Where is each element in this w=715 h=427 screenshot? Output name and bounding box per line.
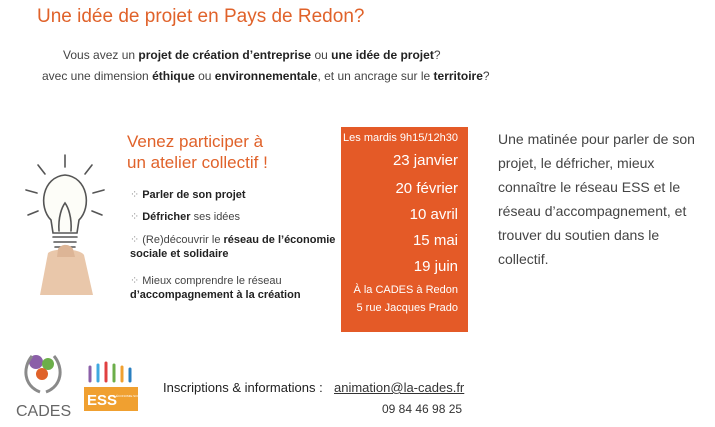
schedule-date: 20 février xyxy=(395,180,458,197)
emphasis-text: éthique xyxy=(152,69,195,83)
bullet-item xyxy=(130,188,246,202)
bullet-item xyxy=(130,233,335,261)
cades-logo xyxy=(14,350,76,420)
schedule-address: 5 rue Jacques Prado xyxy=(356,302,458,314)
plain-text: ou xyxy=(311,48,332,62)
bullet-text-line-2: d’accompagnement à la création xyxy=(130,289,301,301)
emphasis-text: une idée de projet xyxy=(331,48,434,62)
bullet-item xyxy=(130,274,301,302)
venez-heading xyxy=(127,131,268,173)
page-title: Une idée de projet en Pays de Redon? xyxy=(37,6,365,27)
emphasis-text: projet de création d’entreprise xyxy=(138,48,312,62)
plain-text: , et un ancrage sur le xyxy=(317,69,434,83)
plain-text: ou xyxy=(194,69,215,83)
emphasis-text: Défricher xyxy=(142,211,191,223)
plain-text: ? xyxy=(433,48,441,62)
bullet-text-line-2: sociale et solidaire xyxy=(130,248,229,260)
inscriptions-label: Inscriptions & informations : xyxy=(163,380,323,395)
bullet-text xyxy=(142,189,245,201)
intro-line-1 xyxy=(63,48,441,62)
bullet-text xyxy=(142,275,281,287)
emphasis-text: territoire xyxy=(433,69,483,83)
lightbulb-icon xyxy=(18,145,113,300)
schedule-place: À la CADES à Redon xyxy=(353,284,458,296)
plain-text: ? xyxy=(482,69,490,83)
emphasis-text: Parler de son projet xyxy=(142,189,246,201)
schedule-date: 23 janvier xyxy=(392,152,458,169)
schedule-date: 15 mai xyxy=(412,232,458,249)
plain-text: (Re)découvrir le xyxy=(142,234,224,246)
intro-line-2 xyxy=(42,69,490,83)
ess-logo xyxy=(82,359,166,414)
bullet-text xyxy=(142,211,240,223)
plain-text: avec une dimension xyxy=(42,69,153,83)
emphasis-text: environnementale xyxy=(214,69,318,83)
schedule-header: Les mardis 9h15/12h30 xyxy=(343,132,458,144)
ess-logo-text: ESS xyxy=(87,392,118,409)
contact-phone: 09 84 46 98 25 xyxy=(382,402,463,416)
schedule-box xyxy=(341,127,468,332)
plain-text: ses idées xyxy=(190,211,241,223)
ess-logo-subtext: ÉCONOMIE SOCIALE & SOLIDAIRE xyxy=(116,394,166,398)
bullet-icon: ⁘ xyxy=(130,211,140,223)
contact-email-link[interactable]: animation@la-cades.fr xyxy=(334,380,465,395)
emphasis-text: réseau de l’économie xyxy=(223,234,336,246)
cades-logo-text: CADES xyxy=(16,403,72,420)
venez-line-2: un atelier collectif ! xyxy=(127,153,268,172)
plain-text: Vous avez un xyxy=(63,48,139,62)
bullet-icon: ⁘ xyxy=(130,275,140,287)
bullet-icon: ⁘ xyxy=(130,234,140,246)
venez-line-1: Venez participer à xyxy=(127,132,264,151)
side-description: Une matinée pour parler de son projet, le défricher, mieux connaître le réseau ESS et le réseau d’accompagnement, et trouver du soutien dans le collectif. xyxy=(498,131,695,267)
schedule-date: 19 juin xyxy=(413,258,458,275)
bullet-text xyxy=(142,234,335,246)
bullet-item xyxy=(130,210,240,224)
plain-text: Mieux comprendre le réseau xyxy=(142,275,282,287)
bullet-icon: ⁘ xyxy=(130,189,140,201)
schedule-date: 10 avril xyxy=(409,206,458,223)
